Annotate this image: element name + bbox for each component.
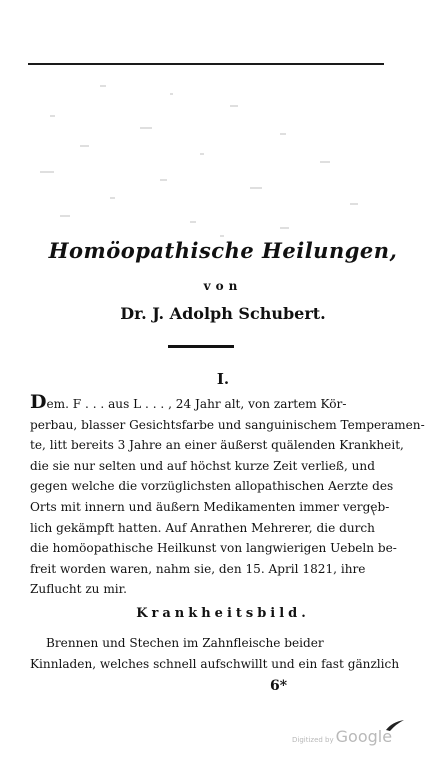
paragraph-line: die homöopathische Heilkunst von langwierigen Uebeln be-	[30, 541, 397, 556]
paragraph-line: te, litt bereits 3 Jahre an einer äußerst quälenden Krankheit,	[30, 438, 404, 453]
paragraph-line: Brennen und Stechen im Zahnfleische beider	[46, 636, 324, 650]
watermark-prefix: Digitized by	[292, 736, 334, 744]
subheading: Krankheitsbild.	[136, 606, 310, 621]
paragraph-line: Kinnladen, welches schnell aufschwillt und ein fast gänzlich	[30, 657, 400, 671]
top-rule	[28, 63, 384, 65]
watermark-brand: Google	[335, 727, 393, 746]
paragraph-line: lich gekämpft hatten. Auf Anrathen Mehrerer, die durch	[30, 520, 375, 535]
paragraph-line: perbau, blasser Gesichtsfarbe und sanguinischem Temperamen-	[30, 417, 425, 432]
drop-cap: D	[30, 391, 47, 413]
paragraph-line: gegen welche die vorzüglichsten allopathischen Aerzte des	[30, 479, 394, 494]
paragraph-line: Zuflucht zu mir.	[30, 582, 127, 597]
article-title: Homöopathische Heilungen,	[48, 238, 398, 263]
digitized-watermark	[292, 727, 392, 746]
paragraph-line: freit worden waren, nahm sie, den 15. April 1821, ihre	[30, 561, 366, 576]
section-number: I.	[216, 370, 230, 388]
paragraph-line	[30, 391, 370, 415]
paragraph-line: die sie nur selten und auf höchst kurze Zeit verließ, und	[30, 458, 375, 473]
byline-von: von	[203, 279, 243, 293]
paragraph-line: Orts mit innern und äußern Medikamenten immer vergeb-	[30, 499, 390, 514]
symptom-paragraph	[30, 633, 400, 675]
section-divider	[168, 345, 234, 348]
author-name: Dr. J. Adolph Schubert.	[120, 304, 326, 323]
paragraph-line-text: em. F . . . aus L . . . , 24 Jahr alt, von zartem Kör-	[46, 397, 347, 411]
signature-mark: 6*	[270, 678, 288, 694]
bleed-through-texture	[20, 75, 400, 245]
case-paragraph	[30, 391, 425, 600]
